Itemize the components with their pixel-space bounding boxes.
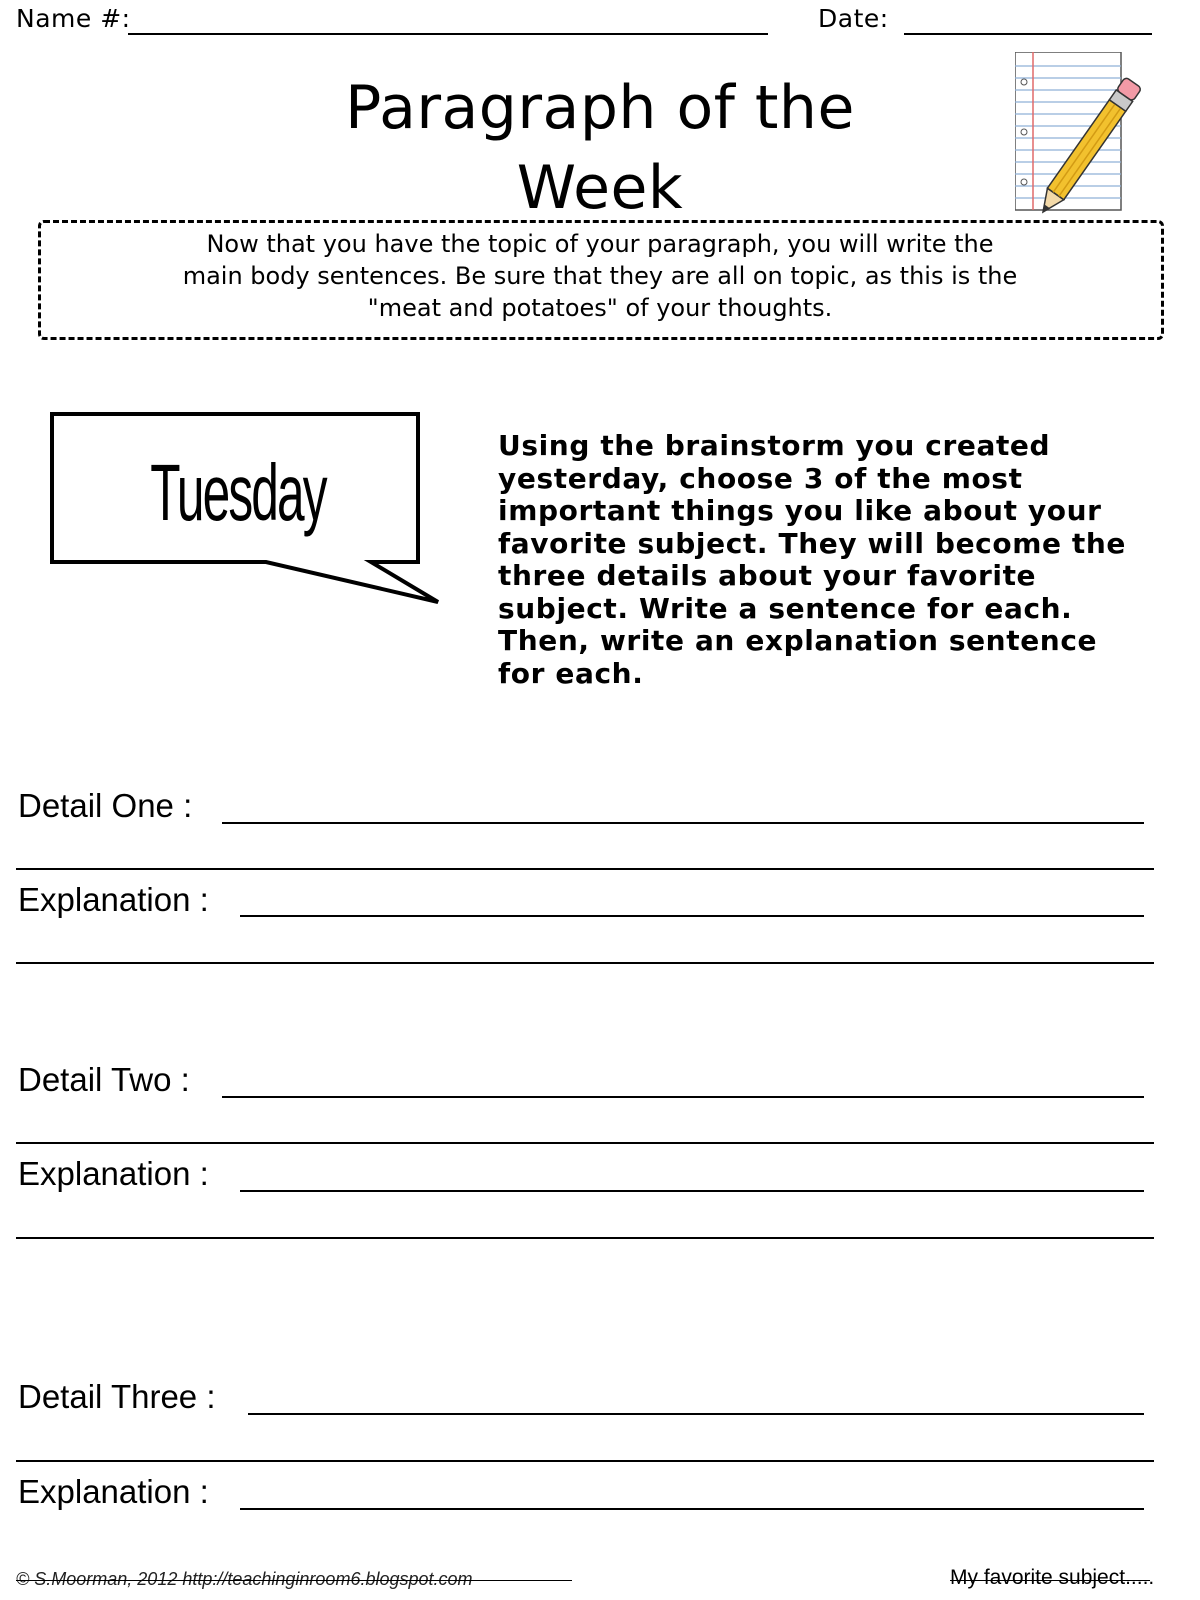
name-input-line[interactable] [128,33,768,35]
explanation-three-label: Explanation : [18,1473,209,1510]
instructions [498,430,1178,690]
instruction-line: for each. [498,656,644,690]
date-label: Date: [818,4,889,33]
intro-line: "meat and potatoes" of your thoughts. [367,294,833,322]
copyright-footer: © S.Moorman, 2012 http://teachinginroom6.blogspot.com [16,1569,473,1589]
detail-two-label: Detail Two : [18,1061,190,1098]
explanation-two-label: Explanation : [18,1155,209,1192]
intro-line: Now that you have the topic of your paragraph, you will write the [206,230,994,258]
footer-strike-line [16,1580,572,1581]
explanation-one-label: Explanation : [18,881,209,918]
day-label: Tuesday [150,448,326,537]
detail-three-label: Detail Three : [18,1378,216,1415]
pencil-icon [1015,52,1165,222]
detail-one-continuation-line[interactable] [16,868,1154,870]
detail-three-continuation-line[interactable] [16,1460,1154,1462]
intro-line: main body sentences. Be sure that they are all on topic, as this is the [182,262,1018,290]
instruction-line: three details about your favorite [498,559,1037,592]
instruction-line: subject. Write a sentence for each. [498,591,1073,625]
detail-one-label: Detail One : [18,787,193,824]
favorite-subject-note: My favorite subject..... [950,1566,1155,1589]
date-input-line[interactable] [904,33,1152,35]
page-title: Paragraph of the Week [345,73,855,223]
instruction-line: yesterday, choose 3 of the most [498,461,1023,495]
instruction-line: important things you like about your [498,494,1102,527]
detail-one-line[interactable] [222,822,1144,824]
detail-three-line[interactable] [248,1413,1144,1415]
instruction-line: favorite subject. They will become the [498,526,1127,560]
footer-right-strike-line [950,1580,1150,1581]
instruction-line: Then, write an explanation sentence [498,624,1098,657]
explanation-three-line[interactable] [240,1508,1144,1510]
name-label: Name #: [16,4,131,33]
explanation-two-line[interactable] [240,1190,1144,1192]
intro-text [100,228,1100,324]
explanation-one-line[interactable] [240,915,1144,917]
detail-two-line[interactable] [222,1096,1144,1098]
explanation-one-continuation-line[interactable] [16,962,1154,964]
instruction-line: Using the brainstorm you created [498,429,1051,462]
detail-two-continuation-line[interactable] [16,1142,1154,1144]
explanation-two-continuation-line[interactable] [16,1237,1154,1239]
